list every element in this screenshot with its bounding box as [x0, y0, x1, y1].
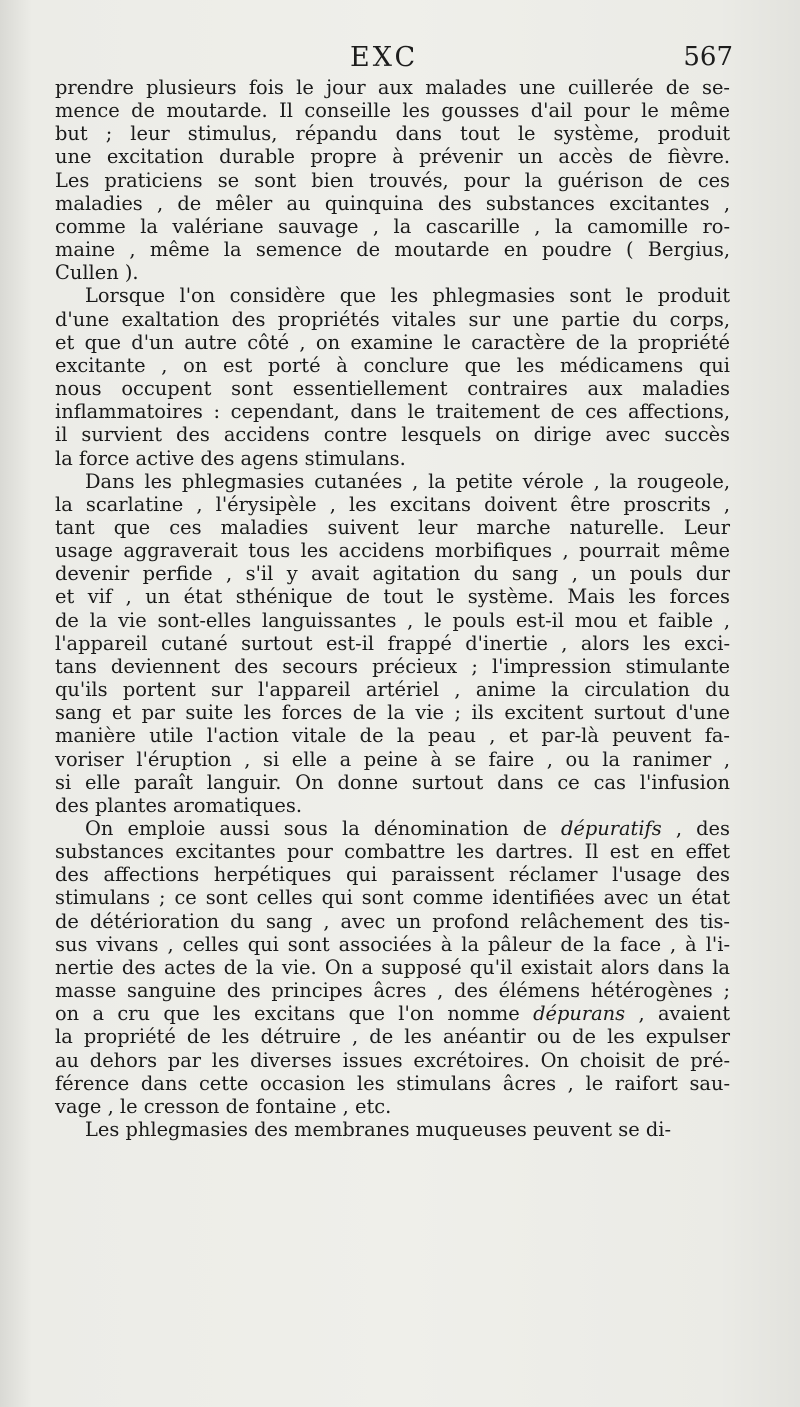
text-line: Les phlegmasies des membranes muqueuses peuvent se di- [85, 1118, 672, 1142]
text-line: l'appareil cutané surtout est-il frappé d'inertie , alors les exci- [55, 631, 730, 655]
paragraph [55, 76, 730, 284]
text-line: nertie des actes de la vie. On a supposé qu'il existait alors dans la [55, 955, 730, 979]
text-line: masse sanguine des principes âcres , des élémens hétérogènes ; [55, 979, 730, 1003]
text-line: sus vivans , celles qui sont associées à la pâleur de la face , à l'i- [55, 932, 730, 956]
text-line: une excitation durable propre à prévenir un accès de fièvre. [55, 145, 730, 169]
text-line: vage , le cresson de fontaine , etc. [55, 1094, 392, 1118]
text-line: On emploie aussi sous la dénomination de dépuratifs , des [85, 817, 730, 840]
text-line: qu'ils portent sur l'appareil artériel , anime la circulation du [55, 678, 730, 702]
text-line: Dans les phlegmasies cutanées , la petite vérole , la rougeole, [85, 469, 730, 493]
text-line: devenir perfide , s'il y avait agitation du sang , un pouls dur [55, 562, 730, 586]
text-line: voriser l'éruption , si elle a peine à se faire , ou la ranimer , [55, 747, 730, 771]
running-head: EXC [350, 42, 419, 73]
text-line: la force active des agens stimulans. [55, 446, 406, 470]
text-line: la propriété de les détruire , de les anéantir ou de les expulser [55, 1025, 730, 1049]
text-line: comme la valériane sauvage , la cascarille , la camomille ro- [55, 214, 730, 238]
text-line: des plantes aromatiques. [55, 793, 302, 817]
text-line: excitante , on est porté à conclure que les médicamens qui [55, 353, 730, 377]
text-line: férence dans cette occasion les stimulans âcres , le raifort sau- [55, 1071, 730, 1095]
paragraph [55, 1118, 730, 1141]
text-line: tans deviennent des secours précieux ; l'impression stimulante [55, 654, 730, 678]
text-line: stimulans ; ce sont celles qui sont comme identifiées avec un état [55, 886, 730, 910]
text-line: et vif , un état sthénique de tout le système. Mais les forces [55, 585, 730, 609]
bottom-margin [0, 1260, 800, 1407]
text-line: usage aggraverait tous les accidens morbifiques , pourrait même [55, 539, 730, 563]
text-line: des affections herpétiques qui paraissent réclamer l'usage des [55, 863, 730, 887]
paragraph [55, 817, 730, 1118]
text-line: but ; leur stimulus, répandu dans tout le système, produit [55, 122, 730, 146]
text-line: on a cru que les excitans que l'on nomme dépurans , avaient [55, 1002, 730, 1026]
text-line: Lorsque l'on considère que les phlegmasies sont le produit [85, 284, 730, 308]
text-line: et que d'un autre côté , on examine le caractère de la propriété [55, 330, 730, 354]
body-text [55, 76, 730, 1141]
text-line: inflammatoires : cependant, dans le traitement de ces affections, [55, 400, 730, 424]
text-line: prendre plusieurs fois le jour aux malades une cuillerée de se- [55, 76, 730, 99]
paragraph [55, 284, 730, 469]
text-line: maladies , de mêler au quinquina des substances excitantes , [55, 191, 730, 215]
text-line: nous occupent sont essentiellement contraires aux maladies [55, 377, 730, 401]
text-line: substances excitantes pour combattre les dartres. Il est en effet [55, 840, 730, 864]
text-line: il survient des accidens contre lesquels on dirige avec succès [55, 423, 730, 447]
text-line: mence de moutarde. Il conseille les gousses d'ail pour le même [55, 99, 730, 123]
text-line: de la vie sont-elles languissantes , le pouls est-il mou et faible , [55, 608, 730, 632]
text-line: manière utile l'action vitale de la peau , et par-là peuvent fa- [55, 724, 730, 748]
text-line: Cullen ). [55, 261, 139, 285]
page-number: 567 [683, 42, 733, 72]
text-line: si elle paraît languir. On donne surtout dans ce cas l'infusion [55, 770, 730, 794]
text-line: la scarlatine , l'érysipèle , les excitans doivent être proscrits , [55, 492, 730, 516]
text-line: sang et par suite les forces de la vie ; ils excitent surtout d'une [55, 701, 730, 725]
text-line: tant que ces maladies suivent leur marche naturelle. Leur [55, 515, 730, 539]
paragraph [55, 470, 730, 817]
text-line: maine , même la semence de moutarde en poudre ( Bergius, [55, 238, 730, 262]
text-line: de détérioration du sang , avec un profond relâchement des tis- [55, 909, 730, 933]
text-line: au dehors par les diverses issues excrétoires. On choisit de pré- [55, 1048, 730, 1072]
text-line: d'une exaltation des propriétés vitales sur une partie du corps, [55, 307, 730, 331]
text-line: Les praticiens se sont bien trouvés, pour la guérison de ces [55, 168, 730, 192]
page-header [55, 38, 733, 78]
